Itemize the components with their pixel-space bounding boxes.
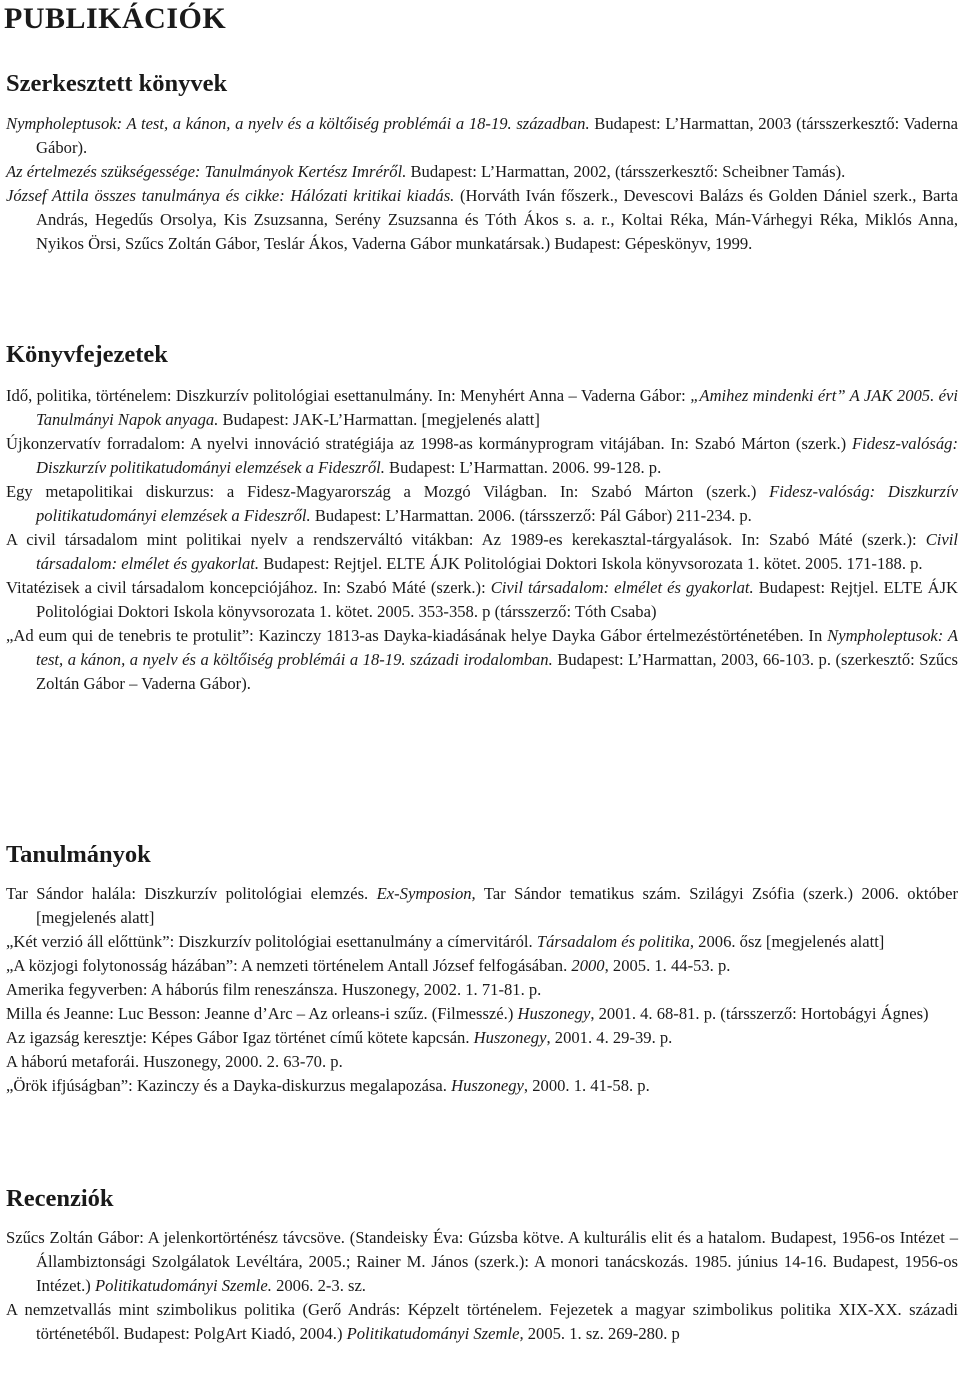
entry-title-text: Nympholeptusok: A test, a kánon, a nyelv és a költőiség problémái a 18-19. században. — [6, 114, 590, 133]
section-heading-book-chapters: Könyvfejezetek — [6, 341, 168, 368]
entry-title-text: Civil társadalom: elmélet és gyakorlat. — [36, 530, 958, 573]
entry-text: „Örök ifjúságban”: Kazinczy és a Dayka-diskurzus megalapozása. — [6, 1076, 452, 1095]
entry-text: 2006. ősz [megjelenés alatt] — [694, 932, 885, 951]
entry-text: Budapest: L’Harmattan, 2003, 66-103. p. (szerkesztő: Szűcs Zoltán Gábor – Vaderna Gábor). — [36, 650, 958, 693]
bibliography-entry — [6, 1226, 958, 1298]
entry-text: A nemzetvallás mint szimbolikus politika (Gerő András: Képzelt történelem. Fejezetek a magyar szimbolikus politika XIX-XX. századi történetéből. Budapest: PolgArt Kiadó, 2004.) — [6, 1300, 958, 1343]
section-reviews — [6, 1226, 958, 1346]
entry-title-text: Politikatudományi Szemle, — [346, 1324, 524, 1343]
section-edited-books — [6, 112, 958, 256]
bibliography-entry — [6, 384, 958, 432]
bibliography-entry — [6, 954, 958, 978]
entry-text: 2006. 2-3. sz. — [271, 1276, 366, 1295]
bibliography-entry — [6, 528, 958, 576]
entry-title-text: Civil társadalom: elmélet és gyakorlat. — [490, 578, 754, 597]
bibliography-entry — [6, 978, 958, 1002]
entry-text: „A közjogi folytonosság házában”: A nemzeti történelem Antall József felfogásában. — [6, 956, 572, 975]
entry-text: , 2005. 1. 44-53. p. — [604, 956, 731, 975]
entry-text: Budapest: L’Harmattan, 2002, (társszerkesztő: Scheibner Tamás). — [406, 162, 846, 181]
bibliography-entry — [6, 1298, 958, 1346]
entry-text: Egy metapolitikai diskurzus: a Fidesz-Magyarország a Mozgó Világban. In: Szabó Márton (szerk.) — [6, 482, 770, 501]
entry-title-text: Nympholeptusok: A test, a kánon, a nyelv és a költőiség problémái a 18-19. századi irodalomban. — [36, 626, 958, 669]
entry-text: Szűcs Zoltán Gábor: A jelenkortörténész távcsöve. (Standeisky Éva: Gúzsba kötve. A kulturális elit és a hatalom. Budapest, 1956-os Intézet – Állambiztonsági Szolgálatok Levéltára, 2005.; Rainer M. János (szerk.): A monori tanácskozás. 1985. június 14-16. Budapest, 1956-os Intézet.) — [6, 1228, 958, 1295]
bibliography-entry — [6, 432, 958, 480]
entry-title-text: Fidesz-valóság: Diszkurzív politikatudományi elemzések a Fideszről. — [36, 482, 958, 525]
entry-text: 2005. 1. sz. 269-280. p — [523, 1324, 680, 1343]
bibliography-entry — [6, 480, 958, 528]
entry-title-text: Az értelmezés szükségessége: Tanulmányok Kertész Imréről. — [6, 162, 407, 181]
entry-text: Budapest: L’Harmattan. 2006. (társszerző: Pál Gábor) 211-234. p. — [310, 506, 752, 525]
page-title: PUBLIKÁCIÓK — [4, 2, 227, 35]
entry-text: , 2001. 4. 68-81. p. (társszerző: Hortobágyi Ágnes) — [590, 1004, 929, 1023]
entry-title-text: „Amihez mindenki ért” A JAK 2005. évi Tanulmányi Napok anyaga. — [36, 386, 958, 429]
entry-title-text: Fidesz-valóság: Diszkurzív politikatudományi elemzések a Fideszről. — [36, 434, 958, 477]
entry-text: „Ad eum qui de tenebris te protulit”: Kazinczy 1813-as Dayka-kiadásának helye Dayka Gábor értelmezéstörténetében. In — [6, 626, 828, 645]
entry-text: Budapest: JAK-L’Harmattan. [megjelenés alatt] — [218, 410, 540, 429]
entry-text: Budapest: L’Harmattan. 2006. 99-128. p. — [384, 458, 662, 477]
entry-title-text: Ex-Symposion, — [376, 884, 476, 903]
section-heading-studies: Tanulmányok — [6, 841, 151, 868]
entry-text: Budapest: Rejtjel. ELTE ÁJK Politológiai Doktori Iskola könyvsorozata 1. kötet. 2005. 353-358. p (társszerző: Tóth Csaba) — [36, 578, 959, 621]
entry-title-text: Társadalom és politika, — [536, 932, 695, 951]
bibliography-entry — [6, 1074, 958, 1098]
entry-title-text: Huszonegy — [517, 1004, 591, 1023]
entry-title-text: Huszonegy — [451, 1076, 524, 1095]
entry-text: , 2000. 1. 41-58. p. — [523, 1076, 650, 1095]
section-heading-reviews: Recenziók — [6, 1185, 114, 1212]
bibliography-entry — [6, 1050, 958, 1074]
entry-text: Budapest: Rejtjel. ELTE ÁJK Politológiai Doktori Iskola könyvsorozata 1. kötet. 2005. 171-188. p. — [259, 554, 923, 573]
entry-text: „Két verzió áll előttünk”: Diszkurzív politológiai esettanulmány a címervitáról. — [6, 932, 537, 951]
section-heading-edited-books: Szerkesztett könyvek — [6, 70, 228, 97]
entry-title-text: Politikatudományi Szemle. — [94, 1276, 272, 1295]
entry-text: A civil társadalom mint politikai nyelv a rendszerváltó vitákban: Az 1989-es kerekasztal-tárgyalások. In: Szabó Máté (szerk.): — [6, 530, 926, 549]
entry-title-text: József Attila összes tanulmánya és cikke: Hálózati kritikai kiadás. — [6, 186, 455, 205]
entry-text: (Horváth Iván főszerk., Devescovi Balázs és Golden Dániel szerk., Barta András, Hegedűs Orsolya, Kis Zsuzsanna, Serény Zsuzsanna és Tóth Ákos s. a. r., Koltai Réka, Mán-Várhegyi Réka, Miklós Anna, Nyikos Örsi, Szűcs Zoltán Gábor, Teslár Ákos, Vaderna Gábor munkatársak.) Budapest: Gépeskönyv, 1999. — [36, 186, 959, 253]
bibliography-entry — [6, 882, 958, 930]
entry-text: Budapest: L’Harmattan, 2003 (társszerkesztő: Vaderna Gábor). — [36, 114, 958, 157]
entry-text: Tar Sándor halála: Diszkurzív politológiai elemzés. — [6, 884, 377, 903]
entry-text: Vitatézisek a civil társadalom koncepciójához. In: Szabó Máté (szerk.): — [6, 578, 491, 597]
bibliography-entry — [6, 160, 958, 184]
bibliography-entry — [6, 1026, 958, 1050]
bibliography-entry — [6, 1002, 958, 1026]
bibliography-entry — [6, 184, 958, 256]
bibliography-entry — [6, 624, 958, 696]
entry-text: A háború metaforái. Huszonegy, 2000. 2. 63-70. p. — [6, 1052, 343, 1071]
entry-text: Milla és Jeanne: Luc Besson: Jeanne d’Arc – Az orleans-i szűz. (Filmesszé.) — [6, 1004, 518, 1023]
section-book-chapters — [6, 384, 958, 696]
entry-text: Amerika fegyverben: A háborús film reneszánsza. Huszonegy, 2002. 1. 71-81. p. — [6, 980, 542, 999]
bibliography-entry — [6, 930, 958, 954]
entry-text: Újkonzervatív forradalom: A nyelvi innováció stratégiája az 1998-as kormányprogram vitájában. In: Szabó Márton (szerk.) — [6, 434, 852, 453]
entry-title-text: Huszonegy — [473, 1028, 547, 1047]
entry-text: Tar Sándor tematikus szám. Szilágyi Zsófia (szerk.) 2006. október [megjelenés alatt] — [36, 884, 958, 927]
entry-text: Idő, politika, történelem: Diszkurzív politológiai esettanulmány. In: Menyhért Anna – Vaderna Gábor: — [6, 386, 691, 405]
entry-text: , 2001. 4. 29-39. p. — [546, 1028, 673, 1047]
entry-title-text: 2000 — [571, 956, 605, 975]
section-studies — [6, 882, 958, 1098]
bibliography-entry — [6, 112, 958, 160]
bibliography-entry — [6, 576, 958, 624]
entry-text: Az igazság keresztje: Képes Gábor Igaz történet című kötete kapcsán. — [6, 1028, 474, 1047]
